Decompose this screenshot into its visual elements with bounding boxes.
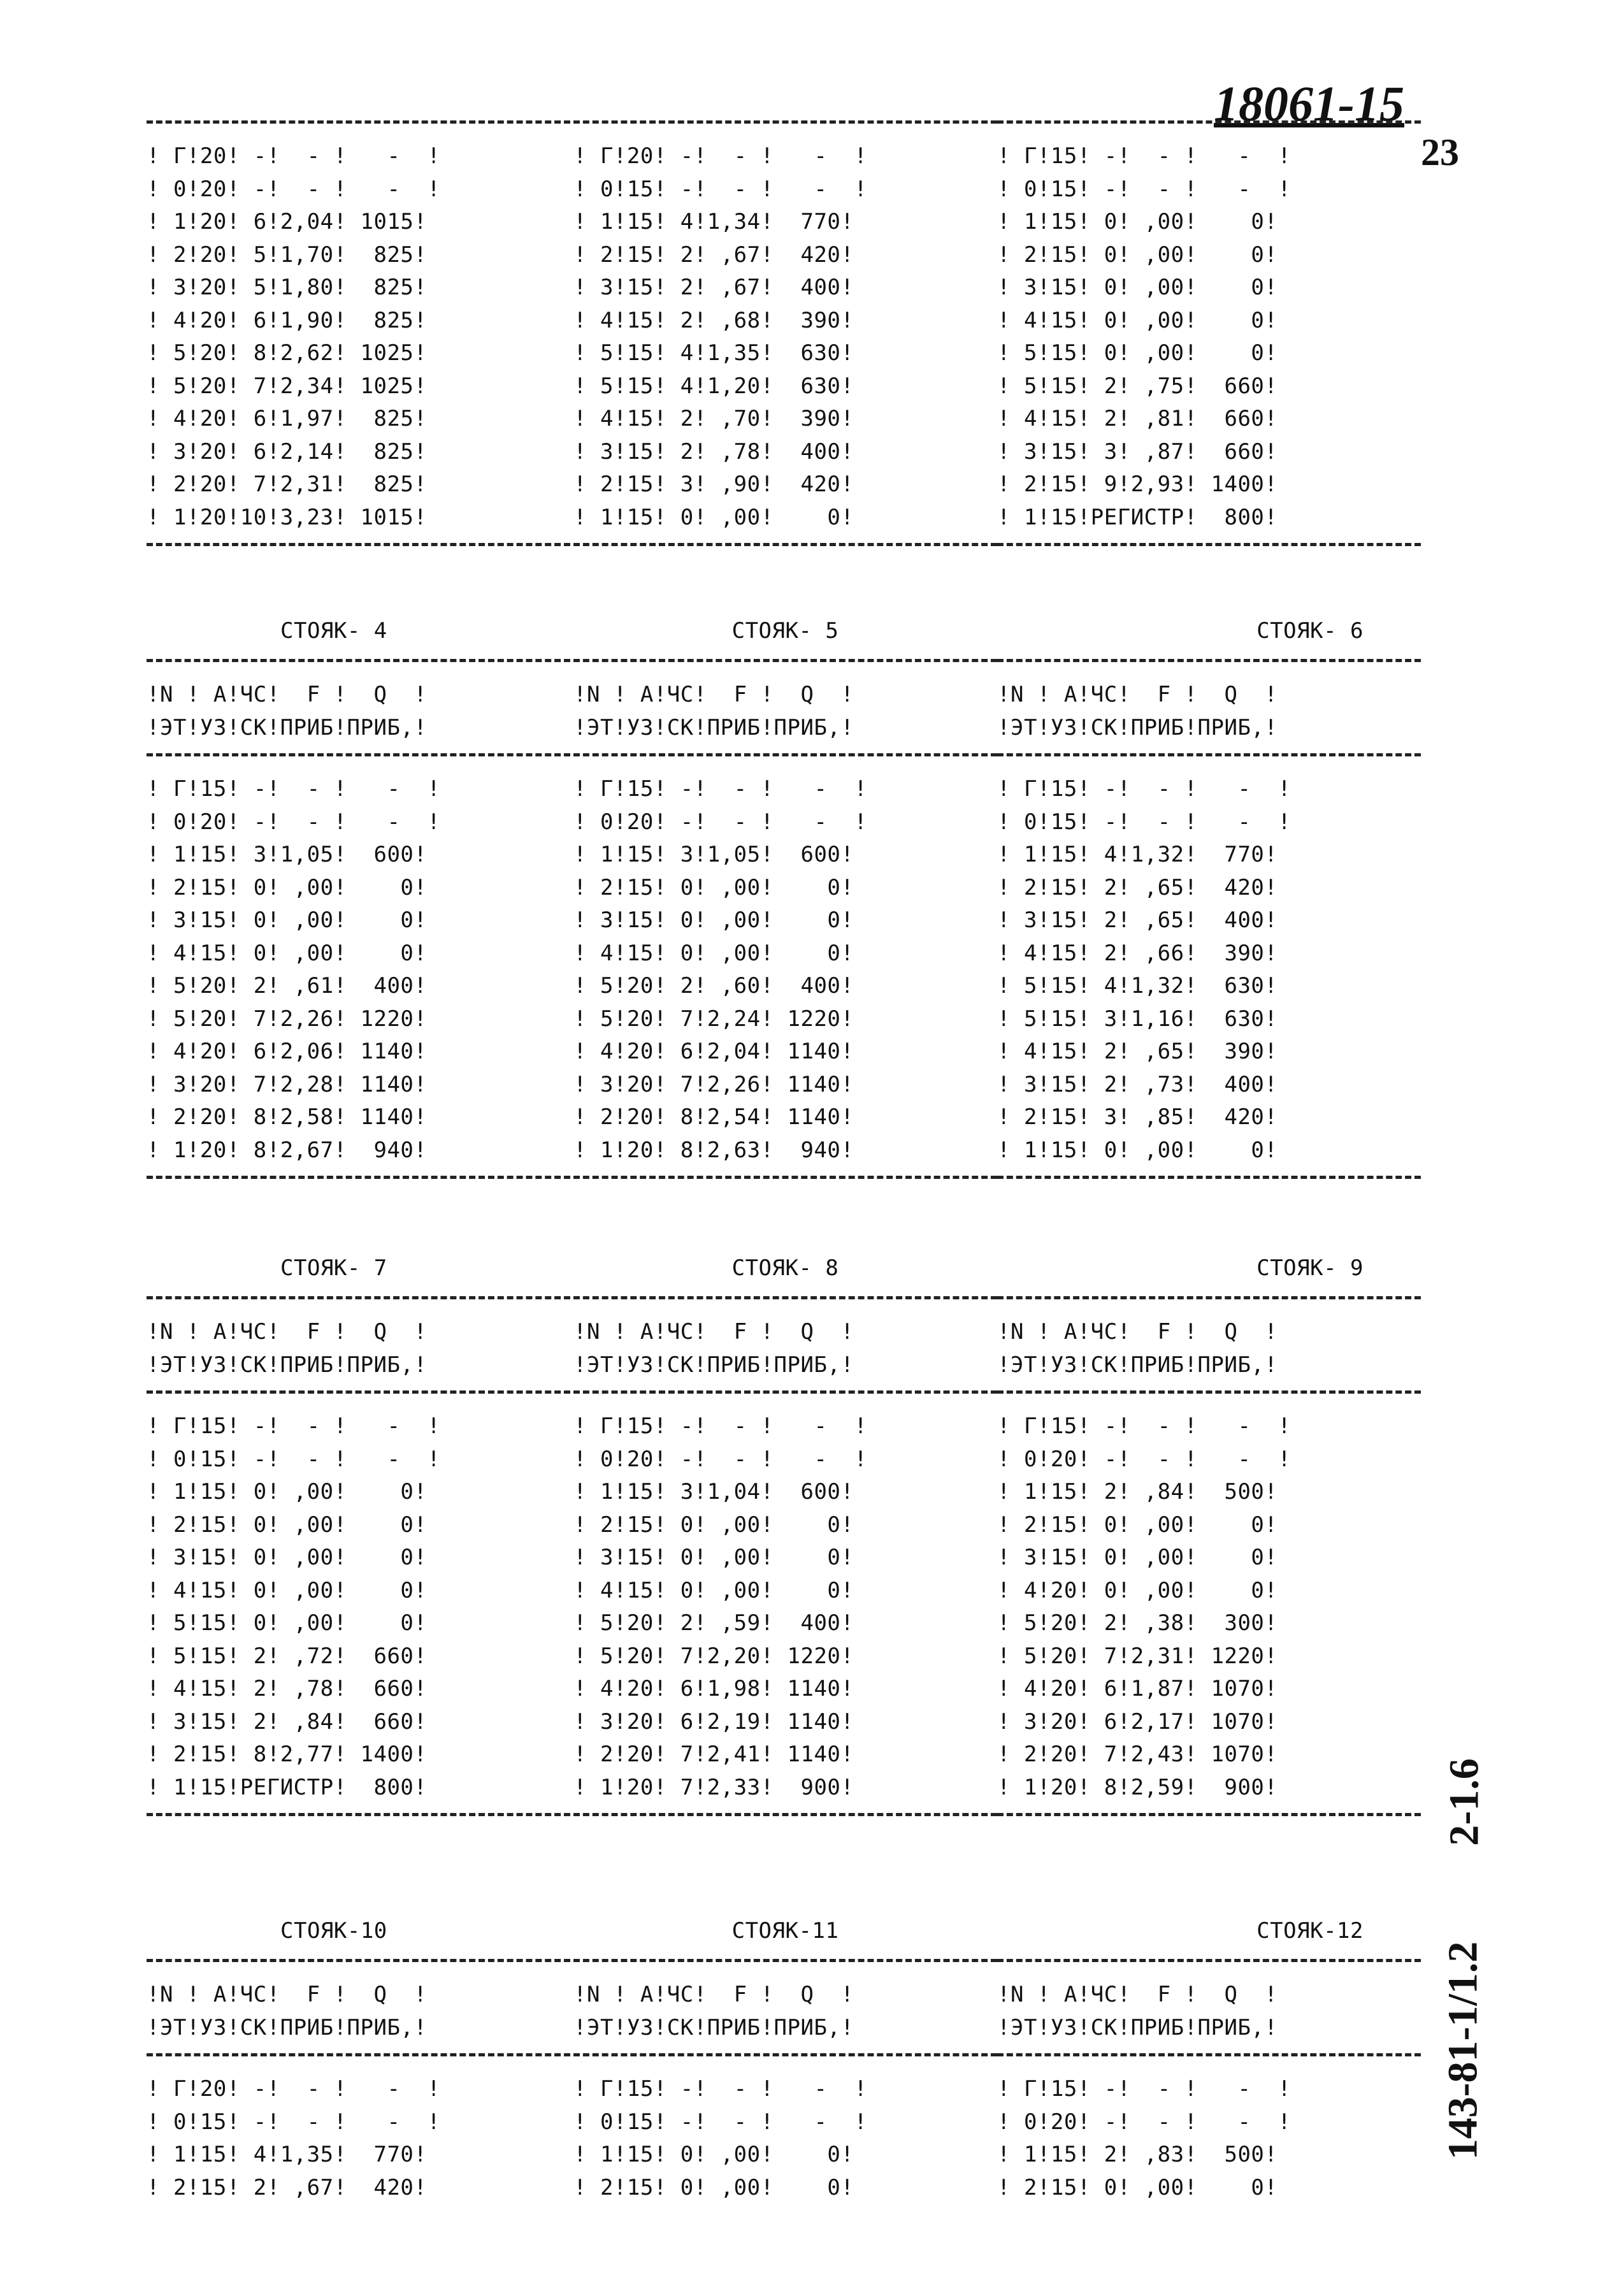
table-row: ! 2!15! 9!2,93! 1400!	[997, 472, 1278, 497]
table-row: ! 2!20! 7!2,31! 825!	[147, 472, 428, 497]
riser-table	[147, 612, 570, 1195]
table-row: ! 2!15! 2! ,67! 420!	[147, 2174, 428, 2200]
table-row: ! 4!15! 2! ,66! 390!	[997, 940, 1278, 966]
table-row: ! 5!20! 2! ,60! 400!	[573, 973, 854, 999]
column-header-line: !N ! А!ЧС! F ! Q !	[997, 682, 1278, 707]
table-row: ! Г!20! -! - ! - !	[147, 2076, 441, 2102]
table-title: СТОЯК-12	[1256, 1918, 1364, 1944]
table-title: СТОЯК- 7	[280, 1255, 387, 1281]
table-row: ! 2!15! 0! ,00! 0!	[997, 2174, 1278, 2200]
table-row: ! 3!20! 7!2,28! 1140!	[147, 1071, 428, 1097]
page-number: 23	[1421, 131, 1459, 173]
dashed-rule	[997, 753, 1421, 767]
riser-table	[573, 112, 997, 563]
table-row: ! 4!15! 0! ,00! 0!	[147, 1577, 428, 1603]
table-row: ! 5!15! 0! ,00! 0!	[147, 1610, 428, 1636]
table-row: ! 3!15! 2! ,78! 400!	[573, 438, 854, 465]
table-row: ! 0!15! -! - ! - !	[573, 176, 868, 202]
column-header-line: !N ! А!ЧС! F ! Q !	[573, 682, 854, 707]
table-row: ! 5!20! 7!2,34! 1025!	[147, 373, 428, 399]
dashed-rule	[997, 1813, 1421, 1826]
table-row: ! 4!15! 0! ,00! 0!	[997, 307, 1278, 333]
column-header-line: !N ! А!ЧС! F ! Q !	[147, 1319, 428, 1345]
riser-table	[573, 1249, 997, 1833]
table-row: ! 2!15! 0! ,00! 0!	[147, 874, 428, 900]
table-row: ! 5!20! 8!2,62! 1025!	[147, 340, 428, 366]
table-title: СТОЯК- 5	[731, 618, 839, 644]
table-row: ! 3!15! 2! ,67! 400!	[573, 275, 854, 300]
table-row: ! 3!15! 0! ,00! 0!	[997, 275, 1278, 300]
table-row: ! 3!15! 2! ,65! 400!	[997, 907, 1278, 933]
table-row: ! Г!15! -! - ! - !	[997, 1413, 1292, 1439]
dashed-rule	[573, 1390, 997, 1404]
table-row: ! 3!15! 0! ,00! 0!	[997, 1545, 1278, 1570]
table-title: СТОЯК- 9	[1256, 1255, 1364, 1281]
table-row: ! 0!20! -! - ! - !	[573, 1446, 868, 1472]
riser-table	[147, 112, 570, 563]
table-row: ! Г!20! -! - ! - !	[573, 143, 868, 169]
table-row: ! 1!20! 6!2,04! 1015!	[147, 209, 428, 235]
table-row: ! Г!15! -! - ! - !	[997, 776, 1292, 802]
table-row: ! 4!15! 2! ,81! 660!	[997, 406, 1278, 431]
table-row: ! Г!15! -! - ! - !	[997, 143, 1292, 169]
column-header-line: !ЭТ!УЗ!СК!ПРИБ!ПРИБ,!	[147, 2014, 428, 2040]
table-row: ! 1!15! 4!1,32! 770!	[997, 842, 1278, 867]
table-row: ! 5!20! 2! ,61! 400!	[147, 973, 428, 999]
table-row: ! 1!15! 2! ,83! 500!	[997, 2142, 1278, 2167]
table-row: ! 2!15! 3! ,85! 420!	[997, 1104, 1278, 1130]
table-row: ! 5!20! 2! ,38! 300!	[997, 1610, 1278, 1636]
table-row: ! 4!20! 6!2,04! 1140!	[573, 1039, 854, 1064]
column-header-line: !ЭТ!УЗ!СК!ПРИБ!ПРИБ,!	[147, 1352, 428, 1378]
table-row: ! 1!15! 3!1,05! 600!	[147, 842, 428, 867]
riser-table	[147, 1249, 570, 1833]
table-row: ! 4!20! 6!1,97! 825!	[147, 406, 428, 431]
dashed-rule	[573, 1296, 997, 1310]
side-label-series: 143-81-1/1.2	[1439, 1941, 1486, 2160]
column-header-line: !N ! А!ЧС! F ! Q !	[997, 1319, 1278, 1345]
table-row: ! 4!15! 2! ,78! 660!	[147, 1676, 428, 1701]
dashed-rule	[147, 1813, 570, 1826]
table-row: ! 1!15! 0! ,00! 0!	[573, 504, 854, 530]
table-row: ! 4!15! 2! ,70! 390!	[573, 406, 854, 431]
dashed-rule	[147, 753, 570, 767]
table-row: ! 2!15! 0! ,00! 0!	[573, 874, 854, 900]
table-row: ! 5!15! 3!1,16! 630!	[997, 1006, 1278, 1032]
column-header-line: !ЭТ!УЗ!СК!ПРИБ!ПРИБ,!	[997, 2014, 1278, 2040]
table-row: ! 3!20! 6!2,14! 825!	[147, 438, 428, 465]
table-row: ! 5!15! 2! ,72! 660!	[147, 1643, 428, 1669]
dashed-rule	[997, 1959, 1421, 1972]
table-row: ! 0!20! -! - ! - !	[573, 809, 868, 835]
table-row: ! 1!15! 0! ,00! 0!	[573, 2142, 854, 2167]
table-row: ! 5!15! 4!1,20! 630!	[573, 373, 854, 399]
dashed-rule	[997, 120, 1421, 134]
table-row: ! 1!15! 4!1,34! 770!	[573, 209, 854, 235]
table-row: ! 0!20! -! - ! - !	[147, 176, 441, 202]
table-row: ! 2!20! 7!2,41! 1140!	[573, 1742, 854, 1767]
table-row: ! 0!15! -! - ! - !	[997, 809, 1292, 835]
dashed-rule	[573, 1176, 997, 1189]
dashed-rule	[573, 1813, 997, 1826]
table-row: ! 3!15! 0! ,00! 0!	[147, 907, 428, 933]
table-row: ! 1!20! 8!2,59! 900!	[997, 1774, 1278, 1800]
table-row: ! 2!15! 3! ,90! 420!	[573, 472, 854, 497]
document-number: 18061-15	[1214, 76, 1404, 131]
table-row: ! Г!15! -! - ! - !	[997, 2076, 1292, 2102]
table-row: ! 2!15! 0! ,00! 0!	[147, 1512, 428, 1538]
table-row: ! 2!15! 0! ,00! 0!	[573, 1512, 854, 1538]
dashed-rule	[573, 120, 997, 134]
table-row: ! 5!20! 7!2,26! 1220!	[147, 1006, 428, 1032]
table-row: ! 4!15! 0! ,00! 0!	[147, 940, 428, 966]
table-row: ! 2!15! 2! ,67! 420!	[573, 242, 854, 268]
table-row: ! 2!20! 8!2,58! 1140!	[147, 1104, 428, 1130]
dashed-rule	[997, 1390, 1421, 1404]
table-title: СТОЯК- 6	[1256, 618, 1364, 644]
dashed-rule	[573, 2053, 997, 2067]
table-row: ! 2!15! 0! ,00! 0!	[997, 242, 1278, 268]
dashed-rule	[573, 1959, 997, 1972]
table-row: ! 2!15! 0! ,00! 0!	[573, 2174, 854, 2200]
column-header-line: !N ! А!ЧС! F ! Q !	[573, 1319, 854, 1345]
dashed-rule	[147, 1176, 570, 1189]
table-row: ! 3!15! 3! ,87! 660!	[997, 438, 1278, 465]
table-row: ! 4!20! 6!1,87! 1070!	[997, 1676, 1278, 1701]
table-title: СТОЯК- 4	[280, 618, 387, 644]
dashed-rule	[997, 659, 1421, 672]
table-row: ! 4!20! 6!1,98! 1140!	[573, 1676, 854, 1701]
table-row: ! 3!20! 7!2,26! 1140!	[573, 1071, 854, 1097]
table-row: ! 2!15! 8!2,77! 1400!	[147, 1742, 428, 1767]
column-header-line: !ЭТ!УЗ!СК!ПРИБ!ПРИБ,!	[573, 1352, 854, 1378]
table-row: ! 1!15! 3!1,04! 600!	[573, 1479, 854, 1505]
table-row: ! Г!15! -! - ! - !	[147, 776, 441, 802]
table-row: ! 0!20! -! - ! - !	[147, 809, 441, 835]
riser-table	[573, 1912, 997, 2204]
table-row: ! 5!15! 4!1,35! 630!	[573, 340, 854, 366]
table-row: ! 5!15! 0! ,00! 0!	[997, 340, 1278, 366]
dashed-rule	[997, 2053, 1421, 2067]
table-row: ! 4!15! 0! ,00! 0!	[573, 940, 854, 966]
column-header-line: !ЭТ!УЗ!СК!ПРИБ!ПРИБ,!	[147, 714, 428, 740]
table-row: ! 4!20! 0! ,00! 0!	[997, 1577, 1278, 1603]
table-row: ! 1!15! 0! ,00! 0!	[997, 1137, 1278, 1163]
table-row: ! 1!15!РЕГИСТР! 800!	[997, 504, 1278, 530]
column-header-line: !N ! А!ЧС! F ! Q !	[147, 1982, 428, 2007]
table-row: ! 5!20! 2! ,59! 400!	[573, 1610, 854, 1636]
table-row: ! 1!15! 3!1,05! 600!	[573, 842, 854, 867]
table-row: ! 1!15! 0! ,00! 0!	[997, 209, 1278, 235]
table-row: ! 3!15! 0! ,00! 0!	[573, 1545, 854, 1570]
dashed-rule	[997, 1176, 1421, 1189]
riser-table	[147, 1912, 570, 2204]
column-header-line: !N ! А!ЧС! F ! Q !	[573, 1982, 854, 2007]
column-header-line: !N ! А!ЧС! F ! Q !	[147, 682, 428, 707]
table-row: ! 1!20!10!3,23! 1015!	[147, 504, 428, 530]
dashed-rule	[573, 543, 997, 556]
table-row: ! 2!20! 7!2,43! 1070!	[997, 1742, 1278, 1767]
dashed-rule	[147, 1296, 570, 1310]
table-row: ! 3!20! 5!1,80! 825!	[147, 275, 428, 300]
table-title: СТОЯК- 8	[731, 1255, 839, 1281]
side-label-section: 2-1.6	[1441, 1758, 1488, 1846]
dashed-rule	[147, 543, 570, 556]
riser-table	[997, 112, 1421, 563]
riser-table	[997, 1912, 1421, 2204]
dashed-rule	[147, 2053, 570, 2067]
table-row: ! 1!20! 8!2,67! 940!	[147, 1137, 428, 1163]
table-row: ! 1!15!РЕГИСТР! 800!	[147, 1774, 428, 1800]
table-row: ! Г!20! -! - ! - !	[147, 143, 441, 169]
table-row: ! 1!20! 7!2,33! 900!	[573, 1774, 854, 1800]
table-row: ! 2!15! 2! ,65! 420!	[997, 874, 1278, 900]
dashed-rule	[147, 120, 570, 134]
table-row: ! 4!15! 2! ,65! 390!	[997, 1039, 1278, 1064]
table-row: ! 3!15! 0! ,00! 0!	[147, 1545, 428, 1570]
table-row: ! 4!15! 2! ,68! 390!	[573, 307, 854, 333]
column-header-line: !ЭТ!УЗ!СК!ПРИБ!ПРИБ,!	[573, 714, 854, 740]
table-row: ! Г!15! -! - ! - !	[573, 1413, 868, 1439]
table-row: ! 4!20! 6!2,06! 1140!	[147, 1039, 428, 1064]
dashed-rule	[573, 659, 997, 672]
dashed-rule	[573, 753, 997, 767]
table-row: ! Г!15! -! - ! - !	[573, 776, 868, 802]
dashed-rule	[147, 1959, 570, 1972]
table-row: ! 0!15! -! - ! - !	[147, 1446, 441, 1472]
table-row: ! 5!15! 2! ,75! 660!	[997, 373, 1278, 399]
riser-table	[573, 612, 997, 1195]
table-row: ! Г!15! -! - ! - !	[573, 2076, 868, 2102]
column-header-line: !N ! А!ЧС! F ! Q !	[997, 1982, 1278, 2007]
dashed-rule	[147, 659, 570, 672]
table-row: ! 5!20! 7!2,31! 1220!	[997, 1643, 1278, 1669]
dashed-rule	[147, 1390, 570, 1404]
table-title: СТОЯК-10	[280, 1918, 387, 1944]
dashed-rule	[997, 543, 1421, 556]
table-row: ! 5!20! 7!2,24! 1220!	[573, 1006, 854, 1032]
riser-table	[997, 1249, 1421, 1833]
table-row: ! 0!15! -! - ! - !	[147, 2109, 441, 2135]
table-row: ! Г!15! -! - ! - !	[147, 1413, 441, 1439]
table-row: ! 3!20! 6!2,17! 1070!	[997, 1708, 1278, 1735]
table-row: ! 0!15! -! - ! - !	[573, 2109, 868, 2135]
table-row: ! 0!20! -! - ! - !	[997, 2109, 1292, 2135]
table-row: ! 1!15! 0! ,00! 0!	[147, 1479, 428, 1505]
table-row: ! 1!20! 8!2,63! 940!	[573, 1137, 854, 1163]
riser-table	[997, 612, 1421, 1195]
table-row: ! 4!20! 6!1,90! 825!	[147, 307, 428, 333]
table-row: ! 5!15! 4!1,32! 630!	[997, 973, 1278, 999]
table-row: ! 3!20! 6!2,19! 1140!	[573, 1708, 854, 1735]
table-row: ! 2!15! 0! ,00! 0!	[997, 1512, 1278, 1538]
table-row: ! 3!15! 2! ,73! 400!	[997, 1071, 1278, 1097]
table-row: ! 3!15! 0! ,00! 0!	[573, 907, 854, 933]
dashed-rule	[997, 1296, 1421, 1310]
table-row: ! 1!15! 4!1,35! 770!	[147, 2142, 428, 2167]
table-row: ! 3!15! 2! ,84! 660!	[147, 1708, 428, 1735]
column-header-line: !ЭТ!УЗ!СК!ПРИБ!ПРИБ,!	[573, 2014, 854, 2040]
table-row: ! 0!15! -! - ! - !	[997, 176, 1292, 202]
column-header-line: !ЭТ!УЗ!СК!ПРИБ!ПРИБ,!	[997, 714, 1278, 740]
table-row: ! 4!15! 0! ,00! 0!	[573, 1577, 854, 1603]
column-header-line: !ЭТ!УЗ!СК!ПРИБ!ПРИБ,!	[997, 1352, 1278, 1378]
table-row: ! 5!20! 7!2,20! 1220!	[573, 1643, 854, 1669]
table-title: СТОЯК-11	[731, 1918, 839, 1944]
table-row: ! 0!20! -! - ! - !	[997, 1446, 1292, 1472]
table-row: ! 2!20! 8!2,54! 1140!	[573, 1104, 854, 1130]
table-row: ! 1!15! 2! ,84! 500!	[997, 1479, 1278, 1505]
table-row: ! 2!20! 5!1,70! 825!	[147, 242, 428, 268]
